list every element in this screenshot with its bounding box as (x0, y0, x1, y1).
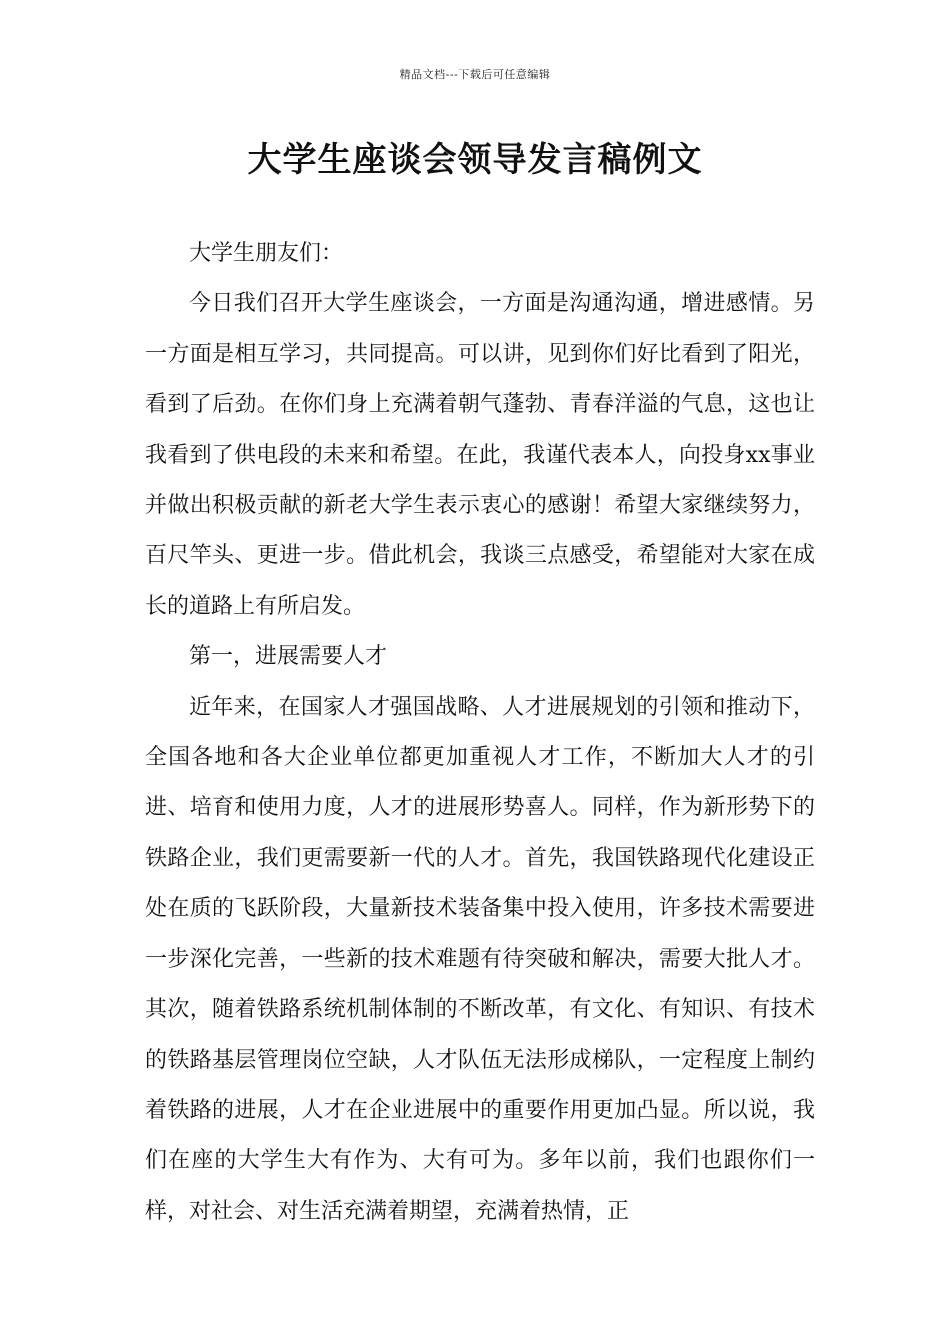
paragraph-talent: 近年来，在国家人才强国战略、人才进展规划的引领和推动下，全国各地和各大企业单位都更加重视人才工作，不断加大人才的引进、培育和使用力度，人才的进展形势喜人。同样，作为新形势下的铁路企业，我们更需要新一代的人才。首先，我国铁路现代化建设正处在质的飞跃阶段，大量新技术装备集中投入使用，许多技术需要进一步深化完善，一些新的技术难题有待突破和解决，需要大批人才。其次，随着铁路系统机制体制的不断改革，有文化、有知识、有技术的铁路基层管理岗位空缺，人才队伍无法形成梯队，一定程度上制约着铁路的进展，人才在企业进展中的重要作用更加凸显。所以说，我们在座的大学生大有作为、大有可为。多年以前，我们也跟你们一样，对社会、对生活充满着期望，充满着热情，正 (145, 694, 815, 1224)
document-title: 大学生座谈会领导发言稿例文 (247, 140, 703, 180)
paragraph-intro: 今日我们召开大学生座谈会，一方面是沟通沟通，增进感情。另一方面是相互学习，共同提高。可以讲，见到你们好比看到了阳光，看到了后劲。在你们身上充满着朝气蓬勃、青春洋溢的气息，这也让我看到了供电段的未来和希望。在此，我谨代表本人，向投身xx事业并做出积极贡献的新老大学生表示衷心的感谢！希望大家继续努力，百尺竿头、更进一步。借此机会，我谈三点感受，希望能对大家在成长的道路上有所启发。 (145, 291, 815, 619)
header-note: 精品文档---下载后可任意编辑 (399, 68, 551, 81)
section-heading-first: 第一，进展需要人才 (189, 644, 388, 670)
paragraph-salutation: 大学生朋友们： (189, 241, 344, 266)
document-body (145, 229, 815, 1237)
